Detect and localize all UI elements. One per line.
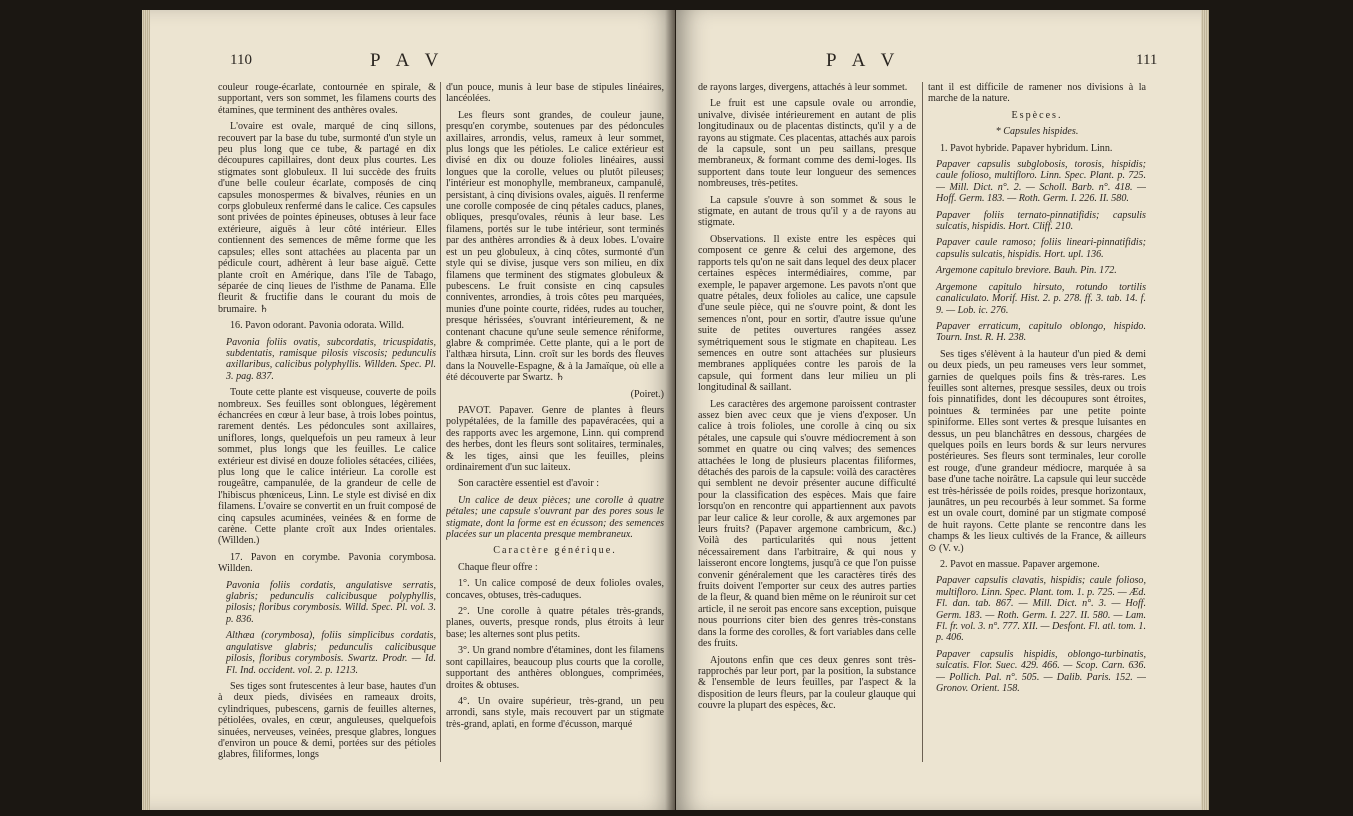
paragraph: Les fleurs sont grandes, de couleur jaune, presqu'en corymbe, soutenues par des pédoncules axillaires, arrondis, velus, rameux à leur sommet, plus longs que les pétioles. Le calice extérieur est divisé en dix ou douze folioles linéaires, aussi longues que la corolle, velues ou plutôt pileuses; l'intérieur est monophylle, membraneux, campanulé, persistant, à cinq divisions ovales, aiguës. Il renferme une corolle composée de cinq pétales caducs, planes, obliques, presqu'ovales, réunis à leur base. Les filamens, portés sur le tube intérieur, sont terminés par des anthères arrondies & à deux lobes. L'ovaire est un peu globuleux, à cinq côtes, surmonté d'un style qui se divise, jusque vers son milieu, en dix filamens que terminent des stigmates globuleux & pubescens. Le fruit consiste en cinq capsules conniventes, arrondies, à trois côtes peu marquées, munies d'une pointe courte, ridées, rudes au toucher, presque hérissées, s'ouvrant intérieurement, & ne contenant chacune qu'une seule semence réniforme, glabre & comprimée. Cette plante, qui a le port de l'althæa hirsuta, Linn. croît sur les bords des fleuves dans la Nouvelle-Espagne, & à la Jamaïque, où elle a été découverte par Swartz. ♄ bbox=[446, 109, 664, 384]
species-heading: 17. Pavon en corymbe. Pavonia corymbosa. Willden. bbox=[218, 551, 436, 575]
genus-heading: PAVOT. Papaver. Genre de plantes à fleurs polypétalées, de la famille des papavéracées, qui a des rapports avec les argemone, Linn. qui comprend des herbes, dont les fleurs sont solitaires, terminales, & les tiges, ainsi que les feuilles, pleins ordinairement d'un suc laiteux. bbox=[446, 404, 664, 473]
species-heading: 2. Pavot en massue. Papaver argemone. bbox=[940, 559, 1100, 571]
latin-synonym: Papaver caule ramoso; foliis lineari-pinnatifidis; capsulis sulcatis, hispidis. Hort. upl. 136. bbox=[936, 237, 1146, 260]
latin-synonym: Argemone capitulo breviore. Bauh. Pin. 172. bbox=[936, 265, 1117, 277]
right-column-2 bbox=[928, 82, 1146, 772]
page-edges-left bbox=[142, 10, 150, 810]
paragraph: tant il est difficile de ramener nos divisions à la marche de la nature. bbox=[928, 82, 1146, 105]
author-signature: (Poiret.) bbox=[630, 388, 664, 400]
paragraph: 1°. Un calice composé de deux folioles ovales, concaves, obtuses, très-caduques. bbox=[446, 578, 664, 601]
paragraph: Observations. Il existe entre les espèces qui composent ce genre & celui des argemone, des rapports tels qu'on ne sait dans lequel des deux placer certaines espèces intermédiaires, comme, par exemple, le papaver argemone. Les pavots n'ont que quatre pétales, deux folioles au calice, une capsule d'une seule pièce, qui ne s'ouvre point, & dont les semences n'ont, pour en sortir, d'autre issue qu'une suite de petites ouvertures rangées assez symétriquement sous le stigmate en chapiteau. Les semences en outre sont attachées sur plusieurs membranes appliquées contre les parois de la capsule, qui forment dans leur milieu un pli longitudinal & saillant. bbox=[698, 233, 916, 394]
left-page bbox=[150, 10, 675, 810]
right-column-1 bbox=[698, 82, 916, 772]
paragraph: Toute cette plante est visqueuse, couverte de poils nombreux. Ses feuilles sont oblongues, légèrement échancrées en cœur à leur base, à trois lobes pointus, rarement dentés. Les pédoncules sont axillaires, uniflores, longs, quelquefois un peu rameux à leur sommet, plus longs que les feuilles. Le calice extérieur est divisé en douze folioles sétacées, ciliées, plus long que le calice intérieur. La corolle est rougeâtre, campanulée, de la grandeur de celle de l'hibiscus phœniceus, Linn. Le style est divisé en dix filamens. L'ovaire se convertit en un fruit composé de cinq capsules acuminées, veinées & en forme de carène. Cette plante croît aux Indes orientales. (Willden.) bbox=[218, 387, 436, 547]
paragraph: Chaque fleur offre : bbox=[458, 561, 538, 573]
paragraph: 4°. Un ovaire supérieur, très-grand, un peu arrondi, sans style, mais recouvert par un stigmate très-grand, aplati, en forme d'écusson, marqué bbox=[446, 695, 664, 730]
latin-synonym: Papaver capsulis subglobosis, torosis, hispidis; caule folioso, multifloro. Linn. Spec. Plant. p. 725. — Mill. Dict. n°. 2. — Scholl. Barb. n°. 418. — Hoff. Germ. 183. — Roth. Germ. I. 226. II. 580. bbox=[936, 159, 1146, 205]
paragraph: couleur rouge-écarlate, contournée en spirale, & supportant, vers son sommet, les filamens courts des étamines, que terminent des anthères ovales. bbox=[218, 82, 436, 116]
left-page-header bbox=[170, 50, 655, 80]
latin-synonym: Argemone capitulo hirsuto, rotundo tortilis canaliculato. Morif. Hist. 2. p. 278. ff. 3. tab. 14. f. 9. — Lob. ic. 276. bbox=[936, 281, 1146, 316]
page-edges-right bbox=[1201, 10, 1209, 810]
paragraph: 3°. Un grand nombre d'étamines, dont les filamens sont capillaires, beaucoup plus courts que la corolle, supportant des anthères oblongues, comprimées, droites & obtuses. bbox=[446, 645, 664, 691]
paragraph: L'ovaire est ovale, marqué de cinq sillons, recouvert par la base du tube, surmonté d'un style un peu plus long que ce tube, & partagé en dix découpures capillaires, dont deux plus courtes. Les stigmates sont globuleux. Il lui succède des fruits d'une belle couleur écarlate, composés de cinq capsules monospermes & bivalves, réunies en un corps globuleux renfermé dans le calice. Ces capsules sont privées de pointes épineuses, obtuses à leur face extérieure, aiguës à leur côté intérieur. Elles contiennent des semences de même forme que les capsules; elles sont attachées au placenta par un pédicule court, adhèrent à leur base aiguë. Cette plante croît en Amérique, dans l'île de Tabago, séparée de cinq lieues de l'isthme de Panama. Elle fleurit & fructifie dans le courant du mois de brumaire. ♄ bbox=[218, 121, 436, 315]
latin-synonym: Papaver capsulis clavatis, hispidis; caule folioso, multifloro. Linn. Spec. Plant. tom. 1. p. 725. — Æd. Fl. dan. tab. 867. — Mill. Dict. n°. 3. — Hoff. Germ. 183. — Roth. Germ. I. 227. II. 580. — Lam. Fl. fr. vol. 3. n°. 777. XII. — Desfont. Fl. atl. tom. 1. p. 406. bbox=[936, 575, 1146, 644]
latin-synonym: Pavonia foliis ovatis, subcordatis, tricuspidatis, subdentatis, ramisque pilosis viscosis; pedunculis axillaribus, calicibus polyphyllis. Willden. Spec. Pl. 3. pag. 837. bbox=[226, 336, 436, 382]
latin-synonym: Papaver capsulis hispidis, oblongo-turbinatis, sulcatis. Flor. Suec. 429. 466. — Scop. Carn. 636. — Pollich. Pal. n°. 505. — Dalib. Paris. 152. — Gronov. Orient. 158. bbox=[936, 648, 1146, 695]
page-number: 111 bbox=[1136, 52, 1158, 68]
paragraph: Ajoutons enfin que ces deux genres sont très-rapprochés par leur port, par la position, la substance & l'ensemble de leurs feuilles, par l'aspect & la disposition de leurs fleurs, par la couleur glauque qui couvre la plupart des espèces, &c. bbox=[698, 654, 916, 712]
section-heading: Caractère générique. bbox=[493, 545, 617, 557]
species-heading: 16. Pavon odorant. Pavonia odorata. Willd. bbox=[230, 320, 405, 332]
paragraph: La capsule s'ouvre à son sommet & sous le stigmate, en autant de trous qu'il y a de rayons au stigmate. bbox=[698, 194, 916, 229]
page-number: 110 bbox=[230, 52, 252, 68]
subsection-heading: * Capsules hispides. bbox=[995, 126, 1079, 138]
latin-synonym: Papaver erraticum, capitulo oblongo, hispido. Tourn. Inst. R. H. 238. bbox=[936, 320, 1146, 344]
paragraph: 2°. Une corolle à quatre pétales très-grands, planes, ouverts, presque ronds, plus étroits à leur base; les alternes sont plus petits. bbox=[446, 606, 664, 640]
paragraph: d'un pouce, munis à leur base de stipules linéaires, lancéolées. bbox=[446, 82, 664, 105]
column-rule bbox=[440, 82, 441, 762]
column-rule bbox=[922, 82, 923, 762]
paragraph: Ses tiges s'élèvent à la hauteur d'un pied & demi ou deux pieds, un peu rameuses vers leur sommet, garnies de quelques poils fins & très-rares. Les feuilles sont alternes, presque sessiles, deux ou trois fois pinnatifides, dont les découpures sont étroites, pointues & terminées par une petite pointe spiniforme. Elles sont vertes & presque luisantes en dessus, un peu blanchâtres en dessous, chargées de quelques poils en leurs bords & sur leurs nervures postérieures. Ses fleurs sont terminales, leur corolle est rouge, d'une grandeur médiocre, marquée à sa base d'une tache noirâtre. La capsule qui leur succède est très-hérissée de poils roides, presque horizontaux, jaunâtres, un peu recourbés à leur sommet. Sa forme est un ovale court, dominé par un stigmate composé de huit rayons. Cette plante se rencontre dans les champs & les lieux cultivés de la France, & ailleurs ⊙ (V. v.) bbox=[928, 348, 1146, 554]
left-column-1 bbox=[218, 82, 436, 772]
paragraph: Ses tiges sont frutescentes à leur base, hautes d'un à deux pieds, divisées en rameaux droits, cylindriques, pubescens, garnis de feuilles alternes, pétiolées, ovales, en cœur, anguleuses, quelquefois sinuées, nerveuses, veinées, presque glabres, longues d'environ un pouce & demi, portées sur des pétioles glabres, filiformes, longs bbox=[218, 680, 436, 761]
section-heading: Espèces. bbox=[1011, 109, 1063, 121]
latin-synonym: Pavonia foliis cordatis, angulatisve serratis, glabris; pedunculis calicibusque polyphyllis, pilosis; floribus corymbosis. Willd. Spec. Pl. vol. 3. p. 836. bbox=[226, 579, 436, 625]
running-head: P A V bbox=[370, 50, 445, 71]
paragraph: de rayons larges, divergens, attachés à leur sommet. bbox=[698, 82, 908, 93]
left-column-2 bbox=[446, 82, 664, 772]
paragraph: Les caractères des argemone paroissent contraster assez bien avec ceux que je viens d'exposer. Un calice à trois folioles, une corolle à cinq ou six pétales, une capsule qui s'ouvre médiocrement à son sommet en quatre ou cinq valves; des semences attachées le long de plusieurs placentas filiformes, détachés des parois de la capsule: voilà des caractères qui semblent ne devoir présenter aucune difficulté pour la classification des espèces. Mais que faire lorsqu'on en rencontre qui appartiennent aux pavots par leur calice & leur corolle, & aux argemones par leurs fruits? (Papaver argemone cambricum, &c.) Voilà des particularités qui nous jettent nécessairement dans l'arbitraire, & qui nous y laisseront encore longtems, jusqu'à ce que l'on puisse convenir généralement que les caractères tirés des fruits doivent l'emporter sur ceux des autres parties de la fleur, & quand bien même on le réuniroit sur cet article, il ne seroit pas encore sans exception, puisque nous pourrions citer bien des genres très-constans dans la forme des corolles, & fort variables dans celle des fruits. bbox=[698, 398, 916, 650]
latin-synonym: Papaver foliis ternato-pinnatifidis; capsulis sulcatis, hispidis. Hort. Cliff. 210. bbox=[936, 209, 1146, 233]
right-page-header bbox=[696, 50, 1181, 80]
species-heading: 1. Pavot hybride. Papaver hybridum. Linn. bbox=[940, 142, 1113, 154]
right-page bbox=[676, 10, 1201, 810]
latin-synonym: Althæa (corymbosa), foliis simplicibus cordatis, angulatisve glabris; pedunculis calicibusque pilosis, floribus corymbosis. Swartz. Prodr. — Id. Fl. Ind. occident. vol. 2. p. 1213. bbox=[226, 630, 436, 676]
paragraph: Le fruit est une capsule ovale ou arrondie, univalve, divisée intérieurement en autant de plis longitudinaux ou de placentas distincts, qu'il y a de rayons au stigmate. Ces placentas, attachés aux parois de la capsule, sont un peu saillans, presque membraneux, & formant comme des demi-loges. Ils supportent dans toute leur longueur des semences nombreuses, très-petites. bbox=[698, 98, 916, 190]
paragraph: Son caractère essentiel est d'avoir : bbox=[458, 478, 600, 490]
running-head: P A V bbox=[826, 50, 901, 71]
essential-character: Un calice de deux pièces; une corolle à quatre pétales; une capsule s'ouvrant par des pores sous le stigmate, dont la forme est en écusson; des semences placées sur un placenta presque membraneux. bbox=[446, 494, 664, 541]
